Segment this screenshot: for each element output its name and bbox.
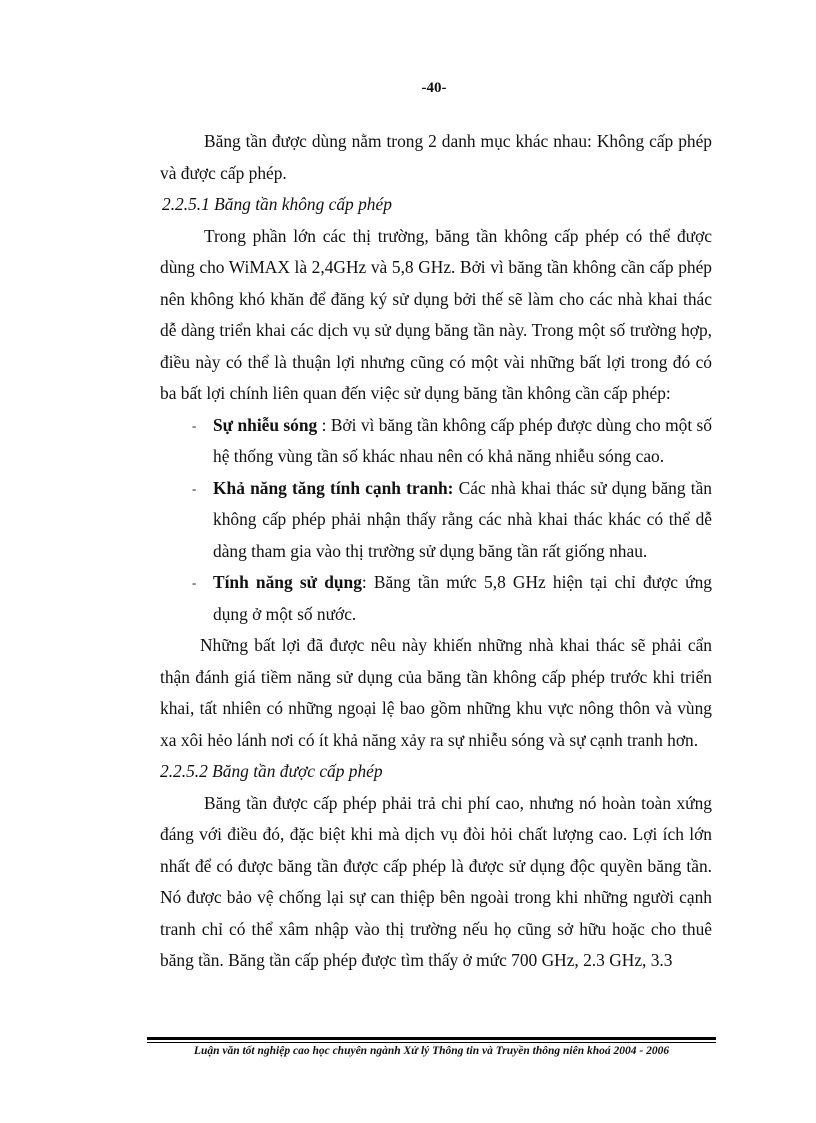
- section2-paragraph: Băng tần được cấp phép phải trả chi phí cao, nhưng nó hoàn toàn xứng đáng với điều đó, đặc biệt khi mà dịch vụ đòi hỏi chất lượng cao. Lợi ích lớn nhất để có được băng tần được cấp phép là được sử dụng độc quyền băng tần. Nó được bảo vệ chống lại sự can thiệp bên ngoài trong khi những người cạnh tranh chỉ có thể xâm nhập vào thị trường nếu họ cũng sở hữu hoặc cho thuê băng tần. Băng tần cấp phép được tìm thấy ở mức 700 GHz, 2.3 GHz, 3.3: [160, 792, 712, 970]
- list-item-term: Sự nhiễu sóng: [213, 414, 318, 435]
- list-item-term: Khả năng tăng tính cạnh tranh:: [213, 477, 454, 498]
- section1-conclusion: Những bất lợi đã được nêu này khiến những nhà khai thác sẽ phải cẩn thận đánh giá tiềm năng sử dụng của băng tần không cấp phép trước khi triển khai, tất nhiên có những ngoại lệ bao gồm những khu vực nông thôn và vùng xa xôi hẻo lánh nơi có ít khả năng xảy ra sự nhiễu sóng và sự cạnh tranh hơn.: [160, 635, 712, 750]
- section1-paragraph: Trong phần lớn các thị trường, băng tần không cấp phép có thể được dùng cho WiMAX là 2,4GHz và 5,8 GHz. Bởi vì băng tần không cần cấp phép nên không khó khăn để đăng ký sử dụng bởi thế sẽ làm cho các nhà khai thác dễ dàng triển khai các dịch vụ sử dụng băng tần này. Trong một số trường hợp, điều này có thể là thuận lợi nhưng cũng có một vài những bất lợi trong đó có ba bất lợi chính liên quan đến việc sử dụng băng tần không cần cấp phép:: [160, 225, 712, 403]
- section-heading-licensed: 2.2.5.2 Băng tần được cấp phép: [160, 761, 383, 781]
- page-number: -40-: [421, 80, 447, 96]
- disadvantage-list: [160, 410, 712, 631]
- footer-rule-thick: [147, 1037, 716, 1040]
- section-heading-unlicensed: 2.2.5.1 Băng tần không cấp phép: [162, 194, 392, 214]
- list-dash: -: [192, 417, 197, 433]
- list-item-text: : Bởi vì băng tần không cấp phép được dùng cho một số hệ thống vùng tần số khác nhau nên có khả năng nhiễu sóng cao.: [213, 414, 712, 466]
- list-item-text: : Băng tần mức 5,8 GHz hiện tại chỉ được ứng dụng ở một số nước.: [213, 572, 713, 624]
- list-item: [160, 567, 712, 630]
- page-footer: Luận văn tốt nghiệp cao học chuyên ngành Xử lý Thông tin và Truyền thông niên khoá 2004 - 2006: [193, 1045, 670, 1057]
- intro-paragraph: Băng tần được dùng nằm trong 2 danh mục khác nhau: Không cấp phép và được cấp phép.: [160, 131, 712, 183]
- list-item: [160, 410, 712, 473]
- list-item-term: Tính năng sử dụng: [213, 572, 362, 592]
- list-dash: -: [192, 480, 197, 496]
- footer-rule-thin: [147, 1042, 716, 1043]
- list-item: [160, 473, 712, 568]
- list-dash: -: [192, 575, 197, 590]
- list-item-text: Các nhà khai thác sử dụng băng tần không cấp phép phải nhận thấy rằng các nhà khai thác khác có thể dễ dàng tham gia vào thị trường sử dụng băng tần rất giống nhau.: [213, 477, 713, 561]
- document-body: [160, 126, 712, 977]
